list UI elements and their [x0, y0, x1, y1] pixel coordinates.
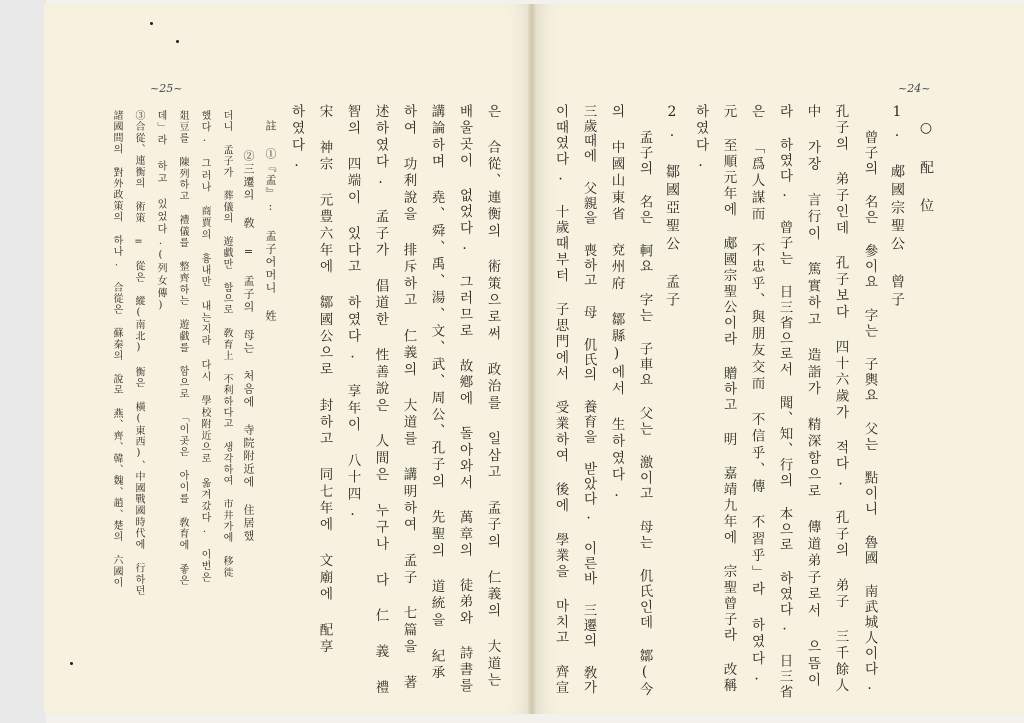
text-column: 은 合從、連衡의 術策으로써 政治를 일삼고 孟子의 仁義의 大道는: [484, 104, 501, 690]
text-column: 中 가장 言行이 篤實하고 造詣가 精深함으로 傳道弟子로서 으뜸이: [804, 104, 821, 690]
text-column: 하여 功利說을 排斥하고 仁義의 大道를 講明하여 孟子 七篇을 著: [400, 104, 417, 692]
ink-speck: [176, 40, 179, 43]
footnote-column: ③合從、連衡의 術策 = 從은 縱(南北) 衡은 橫(東西)、中國戰國時代에 行하던: [133, 110, 144, 597]
ink-speck: [70, 662, 73, 665]
text-column: 하였다.: [288, 104, 305, 174]
text-column: 이때였다. 十歲때부터 子思門에서 受業하여 後에 學業을 마치고 齊宣: [552, 104, 569, 697]
text-column: 孟子의 名은 軻요 字는 子車요 父는 激이고 母는 仉氏인데 鄒(今: [636, 130, 653, 698]
text-column: 講論하며 堯、舜、禹、湯、文、武、周公、孔子의 先聖의 道統을 紀承: [428, 104, 445, 682]
section-heading: ○ 配 位: [918, 120, 934, 216]
left-page-number: ~25~: [150, 82, 183, 95]
text-column: 라 하였다. 曾子는 日三省으로서 聞、知、行의 本으로 하였다. 日三省: [776, 104, 793, 700]
subsection-title: 1. 郕國宗聖公 曾子: [889, 104, 905, 310]
footnote-column: 했다. 그러나 商賈의 흉내만 내는지라 다시 學校附近으로 옮겨갔다. 이번은: [199, 110, 210, 584]
text-column: 배울곳이 없었다. 그러므로 故鄕에 돌아와서 萬章의 徒弟와 詩書를: [456, 104, 473, 695]
footnote-column: 諸國間의 對外政策의 하나. 合從은 蘇秦의 說로 燕、齊、韓、魏、趙、楚의 六國이: [111, 110, 122, 589]
book-gutter: [528, 4, 536, 714]
text-column: 述하였다. 孟子가 倡道한 性善說은 人間은 누구나 다 仁 義 禮: [372, 104, 389, 697]
text-column: 은 「爲人謀而 不忠乎、與朋友交而 不信乎、傳 不習乎」라 하였다.: [748, 104, 765, 687]
text-column: 의 中國山東省 兗州府 鄒縣)에서 生하였다.: [608, 104, 625, 504]
right-page-number: ~24~: [898, 82, 931, 95]
footnote-column: 데」라 하고 있었다.(列女傳): [155, 110, 166, 314]
text-column: 智의 四端이 있다고 하였다. 享年이 八十四.: [344, 104, 361, 523]
footnote-column: 더니 孟子가 葬儀의 遊戱만 함으로 敎育上 不利하다고 생각하여 市井가에 移徙: [221, 110, 232, 579]
text-column: 하였다.: [692, 104, 709, 174]
text-column: 三歲때에 父親을 喪하고 母 仉氏의 養育을 받았다. 이른바 三遷의 敎가: [580, 104, 597, 696]
text-column: 孔子의 弟子인데 孔子보다 四十六歲가 적다. 孔子의 弟子 三千餘人: [832, 104, 849, 695]
subsection-title: 2. 鄒國亞聖公 孟子: [664, 104, 680, 310]
footnote-column: 爼豆를 陳列하고 禮儀를 整齊하는 遊戱를 함으로 「이곳은 아이를 敎育에 좋은: [177, 110, 188, 587]
footnote-column: 註 ①『孟』: 孟子어머니 姓: [264, 120, 277, 323]
footnote-column: ②三遷의 敎 = 孟子의 母는 처음에 寺院附近에 住居했: [242, 150, 255, 543]
ink-speck: [150, 22, 153, 25]
scan-background: [0, 0, 46, 723]
text-column: 曾子의 名은 參이요 字는 子輿요 父는 點이니 魯國 南武城人이다.: [861, 130, 878, 695]
text-column: 宋 神宗 元豊六年에 鄒國公으로 封하고 同七年에 文廟에 配享: [316, 104, 333, 656]
text-column: 元 至順元年에 郕國宗聖公이라 贈하고 明 嘉靖九年에 宗聖曾子라 改稱: [720, 104, 737, 694]
